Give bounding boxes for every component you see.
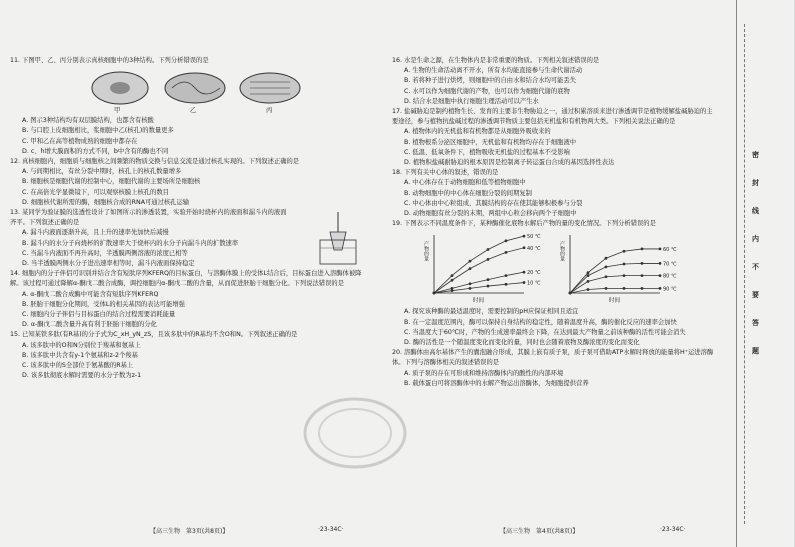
data-point — [605, 287, 608, 290]
option: A. 漏斗内液面逐渐升高，且上升的速率先加快后减慢 — [22, 229, 169, 237]
option: C. 水可以作为细胞代谢的产物，也可以作为细胞代谢的底物 — [404, 87, 570, 95]
data-point — [587, 275, 590, 278]
data-point — [469, 268, 472, 271]
data-point — [469, 287, 472, 290]
data-point — [641, 287, 644, 290]
option: B. 漏斗内的水分子向烧杯的扩散速率大于烧杯内的水分子向漏斗内的扩散速率 — [22, 239, 239, 247]
series-label: 60 ℃ — [663, 247, 677, 254]
data-point — [605, 257, 608, 260]
option: C. 低温、低氧条件下，植物吸收无机盐的过程基本不受影响 — [404, 148, 570, 156]
data-point — [605, 266, 608, 269]
series-line — [434, 283, 524, 293]
data-point — [487, 285, 490, 288]
option: B. 在一定温度范围内，酶可以保持自身结构的稳定性，随着温度升高，酶的催化反应的速率会加快 — [404, 318, 677, 326]
series-line — [434, 237, 524, 294]
option: A. 中心体存在于动物细胞和低等植物细胞中 — [404, 179, 526, 187]
data-point — [641, 275, 644, 278]
seal-char: 内 — [752, 235, 759, 243]
question-17: 17. 盐碱胁迫是制约植物生长、发育的主要非生物胁迫之一，通过积累溶质来进行渗透调节是植物缓解盐碱胁迫的主要途径，参与植物抗盐碱过程的渗透调节物质主要包括无机盐和有机物两大类。下列相关说法正确的是 A. 植物体内的无机盐和有机物都是从细胞外吸收来的 B. 植物根系分泌区细胞中，无机盐和有机物均存在于细胞液中 C. 低温、低氧条件下，植物吸收无机盐的过程基本不受影响 D. 植物积盐碱耐胁迫的根本原因是控制离子转运蛋白合成的基因选择性表达 — [392, 107, 714, 168]
series-label: 20 ℃ — [527, 270, 541, 277]
data-point — [523, 282, 526, 285]
data-point — [623, 250, 626, 253]
series-label: 50 ℃ — [527, 234, 541, 241]
data-point — [523, 271, 526, 274]
series-line — [570, 289, 660, 294]
option: D. 结合水是细胞中执行细胞生理活动可以产生水 — [404, 97, 539, 105]
y-axis-label: 产物的量 — [423, 241, 429, 262]
series-label: 90 ℃ — [663, 286, 677, 293]
option: C. 中心体由中心粒组成，其膜结构的存在使其能够积极参与分裂 — [404, 199, 583, 207]
data-point — [505, 283, 508, 286]
data-point — [623, 263, 626, 266]
y-axis-label: 产物的量 — [559, 241, 565, 262]
series-label: 80 ℃ — [663, 274, 677, 281]
option: A. 与间期相比，有丝分裂中期时，核孔上的核孔数量增多 — [22, 168, 182, 176]
option: C. 甲和乙在高等植物成熟的细胞中都存在 — [22, 137, 138, 145]
organelle-figure — [10, 66, 370, 116]
seal-char: 线 — [752, 207, 759, 215]
option: C. 当温度大于60℃时，产物的生成速率最终会下降，在达到最大产物量之前该种酶的活性可能会消失 — [404, 328, 686, 336]
option: D. α-酮戊二酸含量升高有利于胚胎干细胞的分化 — [22, 321, 157, 329]
data-point — [469, 283, 472, 286]
option: A. 探究该种酶的最适温度时，需要控制的pH应保证相同且适宜 — [404, 308, 579, 316]
question-20: 20. 溶酶体由高尔基体产生的囊泡融合形成，其膜上嵌有质子泵，质子泵可借助ATP水解时释放的能量将H⁺运进溶酶体。下列与溶酶体相关的叙述错误的是 A. 质子泵的存在可形成和维持溶酶体内的酸性的内部环境 B. 载体蛋白可将溶酶体中的水解产物运出溶酶体，为细胞提供营养 — [392, 348, 714, 389]
option: B. 与口腔上皮细胞相比，浆细胞中乙(核孔)的数量更多 — [22, 127, 174, 135]
option: C. 该多肽中的S全部位于氨基酸的R基上 — [22, 362, 134, 370]
option: B. 胚胎干细胞分化期间，受体L的相关基因的表达可能增强 — [22, 300, 185, 308]
right-column — [392, 56, 714, 389]
question-14: 14. 细胞内的分子伴侣可识别并结合含有短肽序列KFERQ的目标蛋白，与溶酶体膜上的受体L结合后，目标蛋白进入溶酶体被降解。该过程可通过降解α-酮戊二酸合成酶，调控细胞内α-酮戊二酸的含量，从而促进胚胎干细胞分化。下列说法错误的是 A. α-酮戊二酸合成酶中可能含有短肽序列KFERQ B. 胚胎干细胞分化期间，受体L的相关基因的表达可能增强 C. 细胞内分子伴侣与目标蛋白的结合过程需要消耗能量 D. α-酮戊二酸含量升高有利于胚胎干细胞的分化 — [10, 269, 370, 330]
chart-high-temp — [560, 231, 690, 305]
question-11: 11. 下图甲、乙、丙分别表示真核细胞中的3种结构。下列分析错误的是 甲 乙 丙 A. 图示3种结构均有双层膜结构，也都含有核酸 B. 与口腔上皮细胞相比，浆细胞中乙(核孔)的数量更多 C. 甲和乙在高等植物成熟的细胞中都存在 D. c、h增大膜面积的方式不同，b中含有的酶也不同 — [10, 56, 370, 157]
option: B. 植物根系分泌区细胞中，无机盐和有机物均存在于细胞液中 — [404, 138, 577, 146]
school-watermark — [300, 395, 410, 470]
option: D. 细胞核代谢所需的酶，细胞核合成的RNA可通过核孔运输 — [22, 198, 190, 206]
option: D. c、h增大膜面积的方式不同，b中含有的酶也不同 — [22, 147, 169, 155]
data-point — [605, 276, 608, 279]
question-12: 12. 真核细胞内，细胞质与细胞核之间频繁的物质交换与信息交流是通过核孔实现的。下列叙述正确的是 A. 与间期相比，有丝分裂中期时，核孔上的核孔数量增多 B. 细胞核是细胞代谢的控制中心，细胞代谢的主要场所是细胞核 C. 在高倍光学显微镜下，可以观察核膜上核孔的数目 D. 细胞核代谢所需的酶，细胞核合成的RNA可通过核孔运输 — [10, 157, 370, 208]
series-label: 40 ℃ — [527, 246, 541, 253]
data-point — [587, 280, 590, 283]
seal-char: 题 — [752, 347, 759, 355]
data-point — [641, 248, 644, 251]
figure-label-b: 乙 — [190, 107, 197, 115]
seal-char: 封 — [752, 179, 759, 187]
option: B. 细胞核是细胞代谢的控制中心，细胞代谢的主要场所是细胞核 — [22, 178, 201, 186]
option: B. 若将种子进行烘烤，则细胞中的自由水和结合水均可能丢失 — [404, 77, 577, 85]
series-line — [434, 273, 524, 294]
option: D. 当半透膜两侧水分子进出速率相等时，漏斗内液面保持稳定 — [22, 260, 195, 268]
data-point — [451, 275, 454, 278]
data-point — [487, 249, 490, 252]
question-19: 19. 下图表示不同温度条件下，某种酶催化底物水解后产物的量的变化情况。下列分析错误的是 产物的量 时间 50 ℃ 40 ℃ 20 ℃ 10 ℃ 产物的量 时间 60 ℃ 70 ℃ 80 ℃ 90 ℃ A. 探究该种酶的最适温度时，需要控制的pH应保证相同且适宜 B. 在一定温度范围内，酶可以保持自身结构的稳定性，随着温度升高，酶的催化反应的速率会加快 C. 当温度大于60℃时，产物的生成速率最终会下降，在达到最大产物量之前该种酶的活性可能会消失 D. 酶的活性是一个随温度变化而变化的量，同时也会随着底物及酶浓度的变化而变化 — [392, 219, 714, 348]
data-point — [451, 290, 454, 293]
data-point — [451, 279, 454, 282]
option: C. 当漏斗内液面不再升高时，半透膜两侧溶液的浓度已相等 — [22, 249, 188, 257]
series-label: 70 ℃ — [663, 261, 677, 268]
option: A. 植物体内的无机盐和有机物都是从细胞外吸收来的 — [404, 128, 551, 136]
question-13: 13. 某同学为验证膜的选透性设计了如图所示的渗透装置，实验开始时烧杯内的液面和漏斗内的液面齐平。下列叙述正确的是 A. 漏斗内液面逐渐升高，且上升的速率先加快后减慢 B. 漏斗内的水分子向烧杯的扩散速率大于烧杯内的水分子向漏斗内的扩散速率 C. 当漏斗内液面不再升高时，半透膜两侧溶液的浓度已相等 D. 当半透膜两侧水分子进出速率相等时，漏斗内液面保持稳定 — [10, 208, 370, 269]
data-point — [623, 287, 626, 290]
data-point — [523, 247, 526, 250]
footer-page-right: 【高三生物 第4页(共8页)】 — [500, 528, 579, 535]
data-point — [623, 275, 626, 278]
data-point — [505, 251, 508, 254]
question-16: 16. 水是生命之源，在生物体内是非常重要的物质。下列相关叙述错误的是 A. 生物的生命活动离不开水，所有水均能直接参与生命代谢活动 B. 若将种子进行烘烤，则细胞中的自由水和结合水均可能丢失 C. 水可以作为细胞代谢的产物，也可以作为细胞代谢的底物 D. 结合水是细胞中执行细胞生理活动可以产生水 — [392, 56, 714, 107]
option: B. 载体蛋白可将溶酶体中的水解产物运出溶酶体，为细胞提供营养 — [404, 379, 589, 387]
data-point — [505, 275, 508, 278]
data-point — [523, 235, 526, 238]
seal-char: 要 — [752, 291, 759, 299]
seal-dashed-line — [744, 24, 745, 524]
data-point — [433, 292, 436, 295]
question-15: 15. 已知某铁多肽(有R基)的分子式为C_xH_yN_zS，且该多肽中的R基均不含O和N。下列叙述正确的是 A. 该多肽中的O和N分别位于羧基和氨基上 B. 该多肽中共含有y-1个氨基和z-2个羧基 C. 该多肽中的S全部位于氨基酸的R基上 D. 该多肽彻底水解时需要的水分子数为z-1 — [10, 330, 370, 381]
series-line — [570, 249, 660, 293]
option: B. 动物细胞中的中心体在细胞分裂的间期复制 — [404, 189, 532, 197]
option: A. 图示3种结构均有双层膜结构，也都含有核酸 — [22, 117, 154, 125]
option: A. 该多肽中的O和N分别位于羧基和氨基上 — [22, 341, 141, 349]
figure-label-c: 丙 — [266, 107, 273, 115]
x-axis-label: 时间 — [609, 298, 621, 305]
option: D. 植物积盐碱耐胁迫的根本原因是控制离子转运蛋白合成的基因选择性表达 — [404, 159, 615, 167]
option: D. 该多肽彻底水解时需要的水分子数为z-1 — [22, 372, 142, 380]
data-point — [659, 287, 662, 290]
option: C. 在高倍光学显微镜下，可以观察核膜上核孔的数目 — [22, 188, 169, 196]
data-point — [659, 248, 662, 251]
figure-label-a: 甲 — [114, 107, 121, 115]
option: A. 质子泵的存在可形成和维持溶酶体内的酸性的内部环境 — [404, 369, 564, 377]
data-point — [569, 292, 572, 295]
series-label: 10 ℃ — [527, 281, 541, 288]
option: C. 细胞内分子伴侣与目标蛋白的结合过程需要消耗能量 — [22, 311, 176, 319]
data-point — [487, 279, 490, 282]
data-point — [587, 272, 590, 275]
option: D. 酶的活性是一个随温度变化而变化的量，同时也会随着底物及酶浓度的变化而变化 — [404, 339, 640, 347]
option: A. α-酮戊二酸合成酶中可能含有短肽序列KFERQ — [22, 290, 159, 298]
seal-char: 密 — [752, 151, 759, 159]
data-point — [659, 262, 662, 265]
option: D. 动物细胞有丝分裂的末期，两组中心粒会移向两个子细胞中 — [404, 210, 577, 218]
osmosis-apparatus — [296, 210, 366, 266]
chart-low-temp — [424, 231, 554, 305]
seal-char: 答 — [752, 319, 759, 327]
question-18: 18. 下列有关中心体的叙述，错误的是 A. 中心体存在于动物细胞和低等植物细胞中 B. 动物细胞中的中心体在细胞分裂的间期复制 C. 中心体由中心粒组成，其膜结构的存在使其能够积极参与分裂 D. 动物细胞有丝分裂的末期，两组中心粒会移向两个子细胞中 — [392, 168, 714, 219]
x-axis-label: 时间 — [473, 298, 485, 305]
seal-char: 不 — [752, 263, 759, 271]
enzyme-charts — [392, 229, 714, 307]
footer-page-left: 【高三生物 第3页(共8页)】 — [150, 528, 229, 535]
data-point — [659, 275, 662, 278]
option: B. 该多肽中共含有y-1个氨基和z-2个羧基 — [22, 351, 138, 359]
data-point — [641, 262, 644, 265]
series-line — [434, 248, 524, 293]
footer-code-right: ·23-34C· — [660, 526, 686, 533]
footer-code-left: ·23-34C· — [318, 526, 344, 533]
data-point — [469, 260, 472, 263]
left-column — [10, 56, 370, 381]
data-point — [505, 240, 508, 243]
data-point — [587, 289, 590, 292]
option: A. 生物的生命活动离不开水，所有水均能直接参与生命代谢活动 — [404, 67, 583, 75]
data-point — [487, 258, 490, 261]
